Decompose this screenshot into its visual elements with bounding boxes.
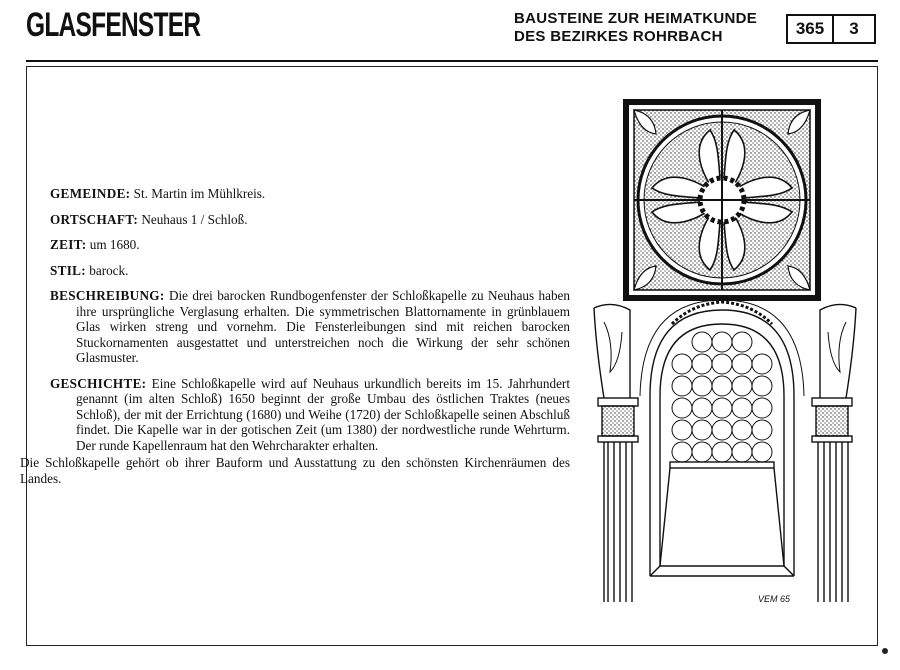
closing-paragraph: Die Schloßkapelle gehört ob ihrer Bauform und Ausstattung zu den schönsten Kirchenräumen des Landes.: [20, 455, 570, 486]
field-label: ZEIT:: [50, 237, 87, 252]
field-label: STIL:: [50, 262, 86, 278]
series-title: [514, 10, 757, 46]
field-label: BESCHREIBUNG:: [50, 288, 165, 303]
field-value: Die drei barocken Rundbogenfenster der Schloßkapelle zu Neuhaus haben ihre ursprüngliche Verglasung erhalten. Die symmetrischen Blattornamente in grünblauem Glas wirken streng und vornehm. Die Fensterleibungen sind mit reichen barocken Stuckornamenten ausgestattet und unterstreichen noch die Wirkung der sehr schönen Glasmuster.: [76, 288, 571, 365]
field-stil: [50, 263, 570, 279]
field-label: GESCHICHTE:: [50, 375, 147, 391]
scan-speck: [882, 648, 888, 654]
series-line-2: DES BEZIRKES ROHRBACH: [514, 28, 723, 45]
field-value: Neuhaus 1 / Schloß.: [141, 211, 248, 227]
header-rule: [26, 60, 878, 62]
page-title: GLASFENSTER: [26, 6, 201, 44]
field-zeit: [50, 237, 570, 253]
field-beschreibung: [50, 288, 570, 366]
field-value: barock.: [89, 262, 129, 278]
sheet-subnumber: 3: [832, 14, 876, 44]
field-value: St. Martin im Mühlkreis.: [133, 186, 266, 201]
left-pillar-icon: [594, 304, 638, 602]
series-line-1: BAUSTEINE ZUR HEIMATKUNDE: [514, 10, 758, 27]
chapel-window-arch-icon: [640, 300, 804, 576]
field-value: Eine Schloßkapelle wird auf Neuhaus urkundlich bereits im 15. Jahrhundert genannt (im alten Schloß) 1650 beginnt der große Umbau des östlichen Traktes (neues Schloß), der mit der Errichtung (1680) und Weihe (1720) der Schloßkapelle seinen Abschluß findet. Die Kapelle war in der gotischen Zeit (um 1380) der nordwestliche runde Wehrturm. Der runde Kapellenraum hat den Wehrcharakter erhalten.: [76, 375, 570, 453]
field-value: um 1680.: [89, 237, 140, 252]
field-gemeinde: [50, 186, 570, 202]
artist-signature: VEM 65: [758, 594, 791, 604]
field-label: GEMEINDE:: [50, 186, 131, 201]
field-label: ORTSCHAFT:: [50, 211, 139, 227]
sheet-number: 365: [786, 14, 834, 44]
stained-glass-rosette-icon: [626, 102, 818, 298]
right-pillar-icon: [812, 304, 856, 602]
text-block: [20, 186, 571, 496]
field-geschichte: [50, 376, 570, 454]
field-ortschaft: [50, 212, 570, 228]
window-illustration: [590, 96, 860, 616]
